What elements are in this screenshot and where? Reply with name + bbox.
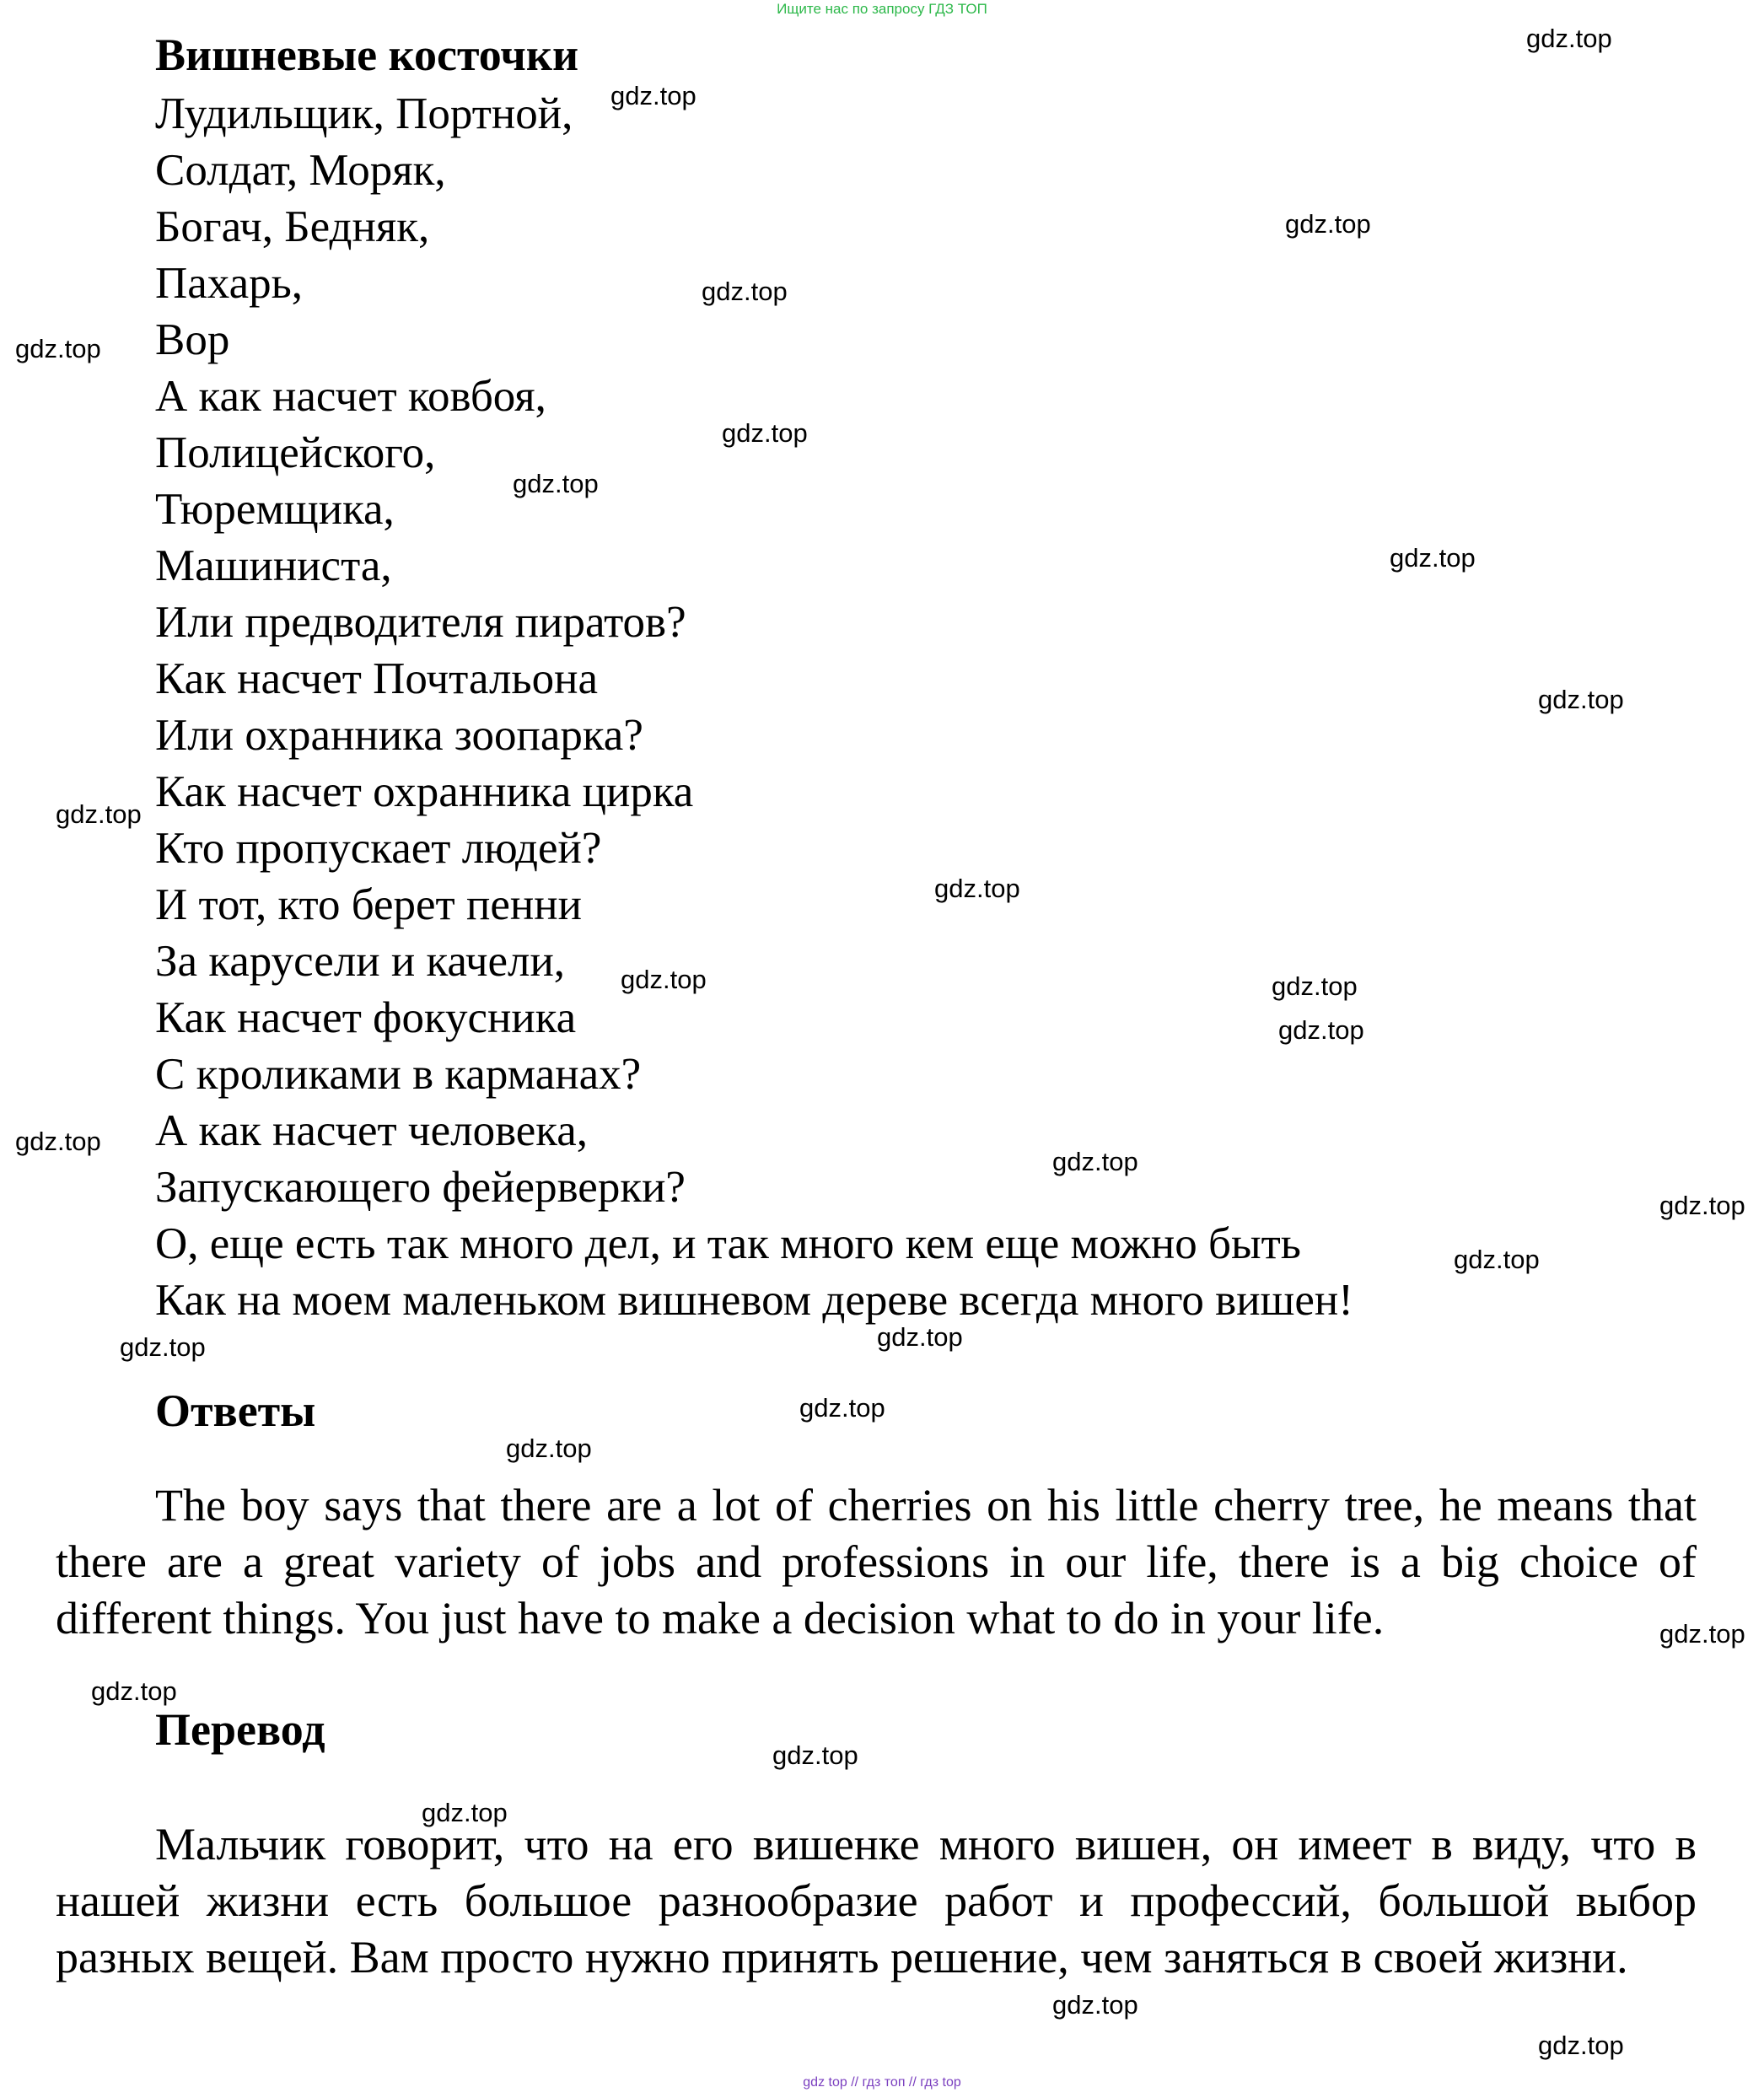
poem-line: Вор	[155, 315, 230, 364]
translation-heading: Перевод	[155, 1704, 325, 1755]
watermark: gdz.top	[610, 81, 696, 110]
poem-line: Кто пропускает людей?	[155, 824, 602, 873]
poem-line: А как насчет ковбоя,	[155, 372, 546, 421]
watermark: gdz.top	[422, 1798, 508, 1827]
poem-line: С кроликами в карманах?	[155, 1050, 642, 1099]
watermark: gdz.top	[1526, 24, 1612, 53]
answers-text: The boy says that there are a lot of cherries on his little cherry tree, he means that there are a great variety of jobs and professions in our life, there is a big choice of different things. You just have to make a decision what to do in your life.	[56, 1480, 1697, 1643]
poem-line: А как насчет человека,	[155, 1106, 589, 1155]
watermark: gdz.top	[1454, 1245, 1540, 1274]
watermark: gdz.top	[513, 469, 599, 498]
watermark: gdz.top	[702, 277, 788, 306]
watermark: gdz.top	[1272, 971, 1358, 1001]
poem-line: Или предводителя пиратов?	[155, 598, 686, 647]
watermark: gdz.top	[1285, 209, 1371, 239]
poem-line: Или охранника зоопарка?	[155, 711, 643, 760]
poem-line: Полицейского,	[155, 428, 436, 477]
poem-line: Как насчет охранника цирка	[155, 767, 694, 816]
watermark: gdz.top	[506, 1434, 592, 1463]
watermark: gdz.top	[934, 874, 1020, 903]
watermark: gdz.top	[1659, 1619, 1745, 1649]
poem-line: Как на моем маленьком вишневом дереве всегда много вишен!	[155, 1276, 1353, 1325]
watermark: gdz.top	[15, 334, 101, 363]
watermark: gdz.top	[15, 1127, 101, 1156]
poem-line: Машиниста,	[155, 541, 392, 590]
poem-lines	[155, 86, 1353, 1329]
answers-heading: Ответы	[155, 1385, 316, 1436]
poem-line: Как насчет Почтальона	[155, 654, 598, 703]
poem-line: Лудильщик, Портной,	[155, 89, 573, 138]
watermark: gdz.top	[56, 799, 142, 829]
watermark: gdz.top	[1538, 2031, 1624, 2060]
watermark: gdz.top	[120, 1332, 206, 1362]
poem-line: Пахарь,	[155, 259, 304, 308]
watermark: gdz.top	[621, 965, 707, 994]
poem-line: Тюремщика,	[155, 485, 395, 534]
watermark: gdz.top	[772, 1740, 858, 1770]
watermark: gdz.top	[1659, 1191, 1745, 1220]
watermark: gdz.top	[91, 1676, 177, 1706]
poem-line: За карусели и качели,	[155, 937, 566, 986]
watermark: gdz.top	[1390, 543, 1476, 573]
watermark: gdz.top	[799, 1393, 885, 1423]
poem-line: И тот, кто берет пенни	[155, 880, 582, 929]
poem-line: Как насчет фокусника	[155, 993, 577, 1042]
poem-line: О, еще есть так много дел, и так много кем еще можно быть	[155, 1219, 1301, 1268]
translation-text: Мальчик говорит, что на его вишенке много вишен, он имеет в виду, что в нашей жизни есть большое разнообразие работ и профессий, большой выбор разных вещей. Вам просто нужно принять решение, чем заняться в своей жизни.	[56, 1819, 1697, 1982]
watermark: gdz.top	[1538, 685, 1624, 714]
poem-line: Солдат, Моряк,	[155, 146, 446, 195]
watermark: gdz.top	[722, 418, 808, 448]
watermark: gdz.top	[1052, 1147, 1138, 1176]
poem-title: Вишневые косточки	[155, 30, 579, 80]
poem-line: Запускающего фейерверки?	[155, 1163, 686, 1212]
watermark: gdz.top	[1278, 1015, 1364, 1045]
top-banner: Ищите нас по запросу ГДЗ ТОП	[777, 1, 987, 17]
poem-line: Богач, Бедняк,	[155, 202, 430, 251]
bottom-banner: gdz top // гдз топ // гдз top	[803, 2075, 961, 2090]
watermark: gdz.top	[1052, 1990, 1138, 2020]
watermark: gdz.top	[877, 1322, 963, 1352]
